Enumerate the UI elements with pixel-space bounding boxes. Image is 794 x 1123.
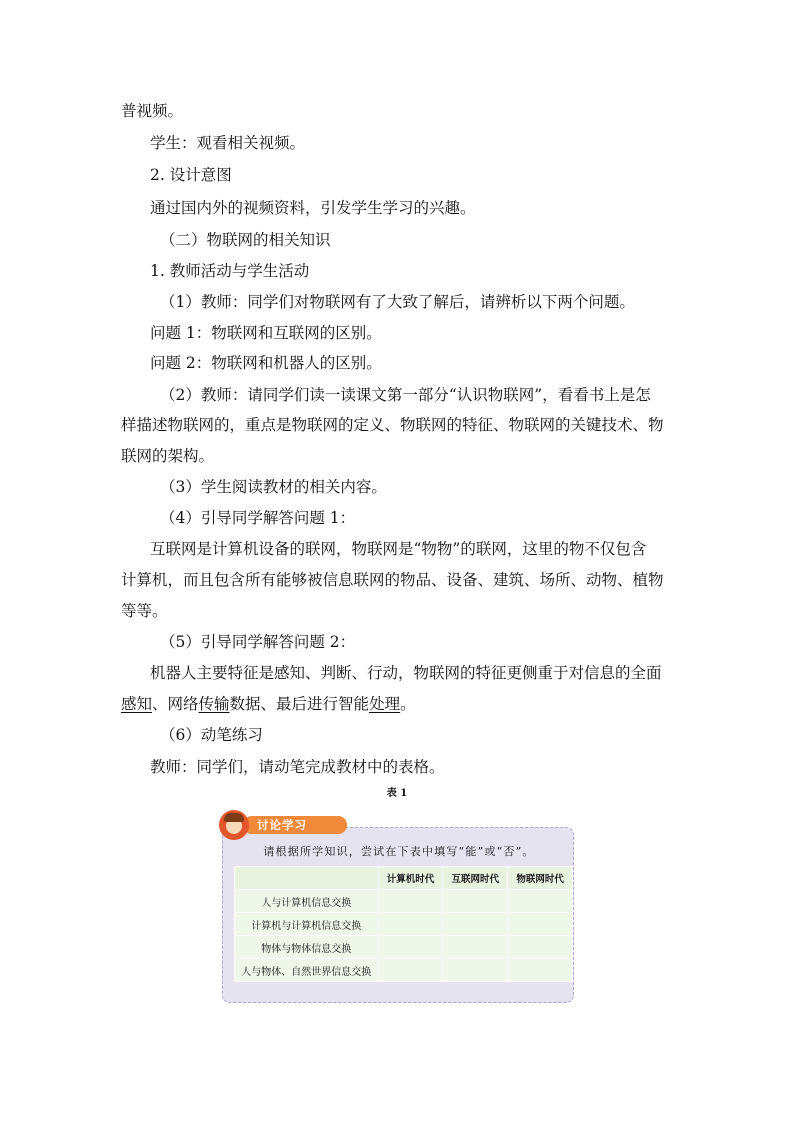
heading-activities: 1. 教师活动与学生活动 xyxy=(150,262,310,280)
paragraph-continuation: 普视频。 xyxy=(121,102,184,120)
fill-in-table xyxy=(234,866,573,982)
answer-cell[interactable] xyxy=(378,890,443,913)
paragraph-teacher-2-line2: 样描述物联网的，重点是物联网的定义、物联网的特征、物联网的关键技术、物 xyxy=(121,416,664,434)
paragraph-teacher-task: 教师：同学们，请动笔完成教材中的表格。 xyxy=(150,758,445,776)
answer-cell[interactable] xyxy=(378,936,443,959)
avatar-hair-shape xyxy=(224,813,244,822)
discussion-box xyxy=(222,827,574,1003)
discussion-badge-label: 讨论学习 xyxy=(243,816,347,834)
answer-cell[interactable] xyxy=(443,959,508,982)
row-header: 计算机与计算机信息交换 xyxy=(235,913,379,936)
paragraph-answer-1-line1: 互联网是计算机设备的联网，物联网是“物物”的联网，这里的物不仅包含 xyxy=(150,540,647,558)
table-row xyxy=(235,890,573,913)
row-header: 人与计算机信息交换 xyxy=(235,890,379,913)
table-row xyxy=(235,959,573,982)
paragraph-answer-1-line3: 等等。 xyxy=(121,602,168,620)
column-header-iot-era: 物联网时代 xyxy=(508,867,573,890)
paragraph-teacher-1: （1）教师：同学们对物联网有了大致了解后，请辨析以下两个问题。 xyxy=(160,293,635,311)
column-header-internet-era: 互联网时代 xyxy=(443,867,508,890)
paragraph-design-intent: 通过国内外的视频资料，引发学生学习的兴趣。 xyxy=(150,199,476,217)
table-row xyxy=(235,913,573,936)
paragraph-teacher-2-line1: （2）教师：请同学们读一读课文第一部分“认识物联网”，看看书上是怎 xyxy=(160,386,651,404)
underlined-perception: 感知 xyxy=(121,695,153,713)
row-header: 人与物体、自然世界信息交换 xyxy=(235,959,379,982)
paragraph-student-watch: 学生：观看相关视频。 xyxy=(150,134,306,152)
paragraph-answer-1-line2: 计算机，而且包含所有能够被信息联网的物品、设备、建筑、场所、动物、植物 xyxy=(121,571,664,589)
answer-cell[interactable] xyxy=(378,959,443,982)
table-caption: 表 1 xyxy=(386,788,408,799)
paragraph-teacher-2-line3: 联网的架构。 xyxy=(121,447,215,465)
answer-cell[interactable] xyxy=(443,936,508,959)
student-avatar-icon xyxy=(219,810,249,840)
underlined-processing: 处理 xyxy=(369,695,401,713)
text-data-smart: 数据、最后进行智能 xyxy=(229,695,370,713)
table-row xyxy=(235,936,573,959)
answer-cell[interactable] xyxy=(508,936,573,959)
underlined-transmission: 传输 xyxy=(198,695,230,713)
column-header-computer-era: 计算机时代 xyxy=(378,867,443,890)
answer-cell[interactable] xyxy=(508,890,573,913)
text-period: 。 xyxy=(400,695,416,713)
answer-cell[interactable] xyxy=(378,913,443,936)
table-header-row xyxy=(235,867,573,890)
paragraph-answer-2-line2 xyxy=(121,689,681,719)
answer-cell[interactable] xyxy=(508,913,573,936)
discussion-instruction: 请根据所学知识，尝试在下表中填写“能”或“否”。 xyxy=(263,845,535,858)
heading-iot-knowledge: （二）物联网的相关知识 xyxy=(160,231,331,249)
paragraph-student-read: （3）学生阅读教材的相关内容。 xyxy=(160,478,387,496)
paragraph-question-1: 问题 1：物联网和互联网的区别。 xyxy=(150,324,382,342)
text-network: 、网络 xyxy=(152,695,199,713)
heading-design-intent: 2. 设计意图 xyxy=(150,166,232,184)
row-header: 物体与物体信息交换 xyxy=(235,936,379,959)
paragraph-answer-2-line1: 机器人主要特征是感知、判断、行动，物联网的特征更侧重于对信息的全面 xyxy=(150,664,662,682)
answer-cell[interactable] xyxy=(443,890,508,913)
paragraph-guide-1: （4）引导同学解答问题 1： xyxy=(160,509,356,527)
table-corner-cell xyxy=(235,867,379,890)
answer-cell[interactable] xyxy=(508,959,573,982)
paragraph-question-2: 问题 2：物联网和机器人的区别。 xyxy=(150,354,382,372)
paragraph-guide-2: （5）引导同学解答问题 2： xyxy=(160,633,356,651)
paragraph-practice: （6）动笔练习 xyxy=(160,726,263,744)
answer-cell[interactable] xyxy=(443,913,508,936)
